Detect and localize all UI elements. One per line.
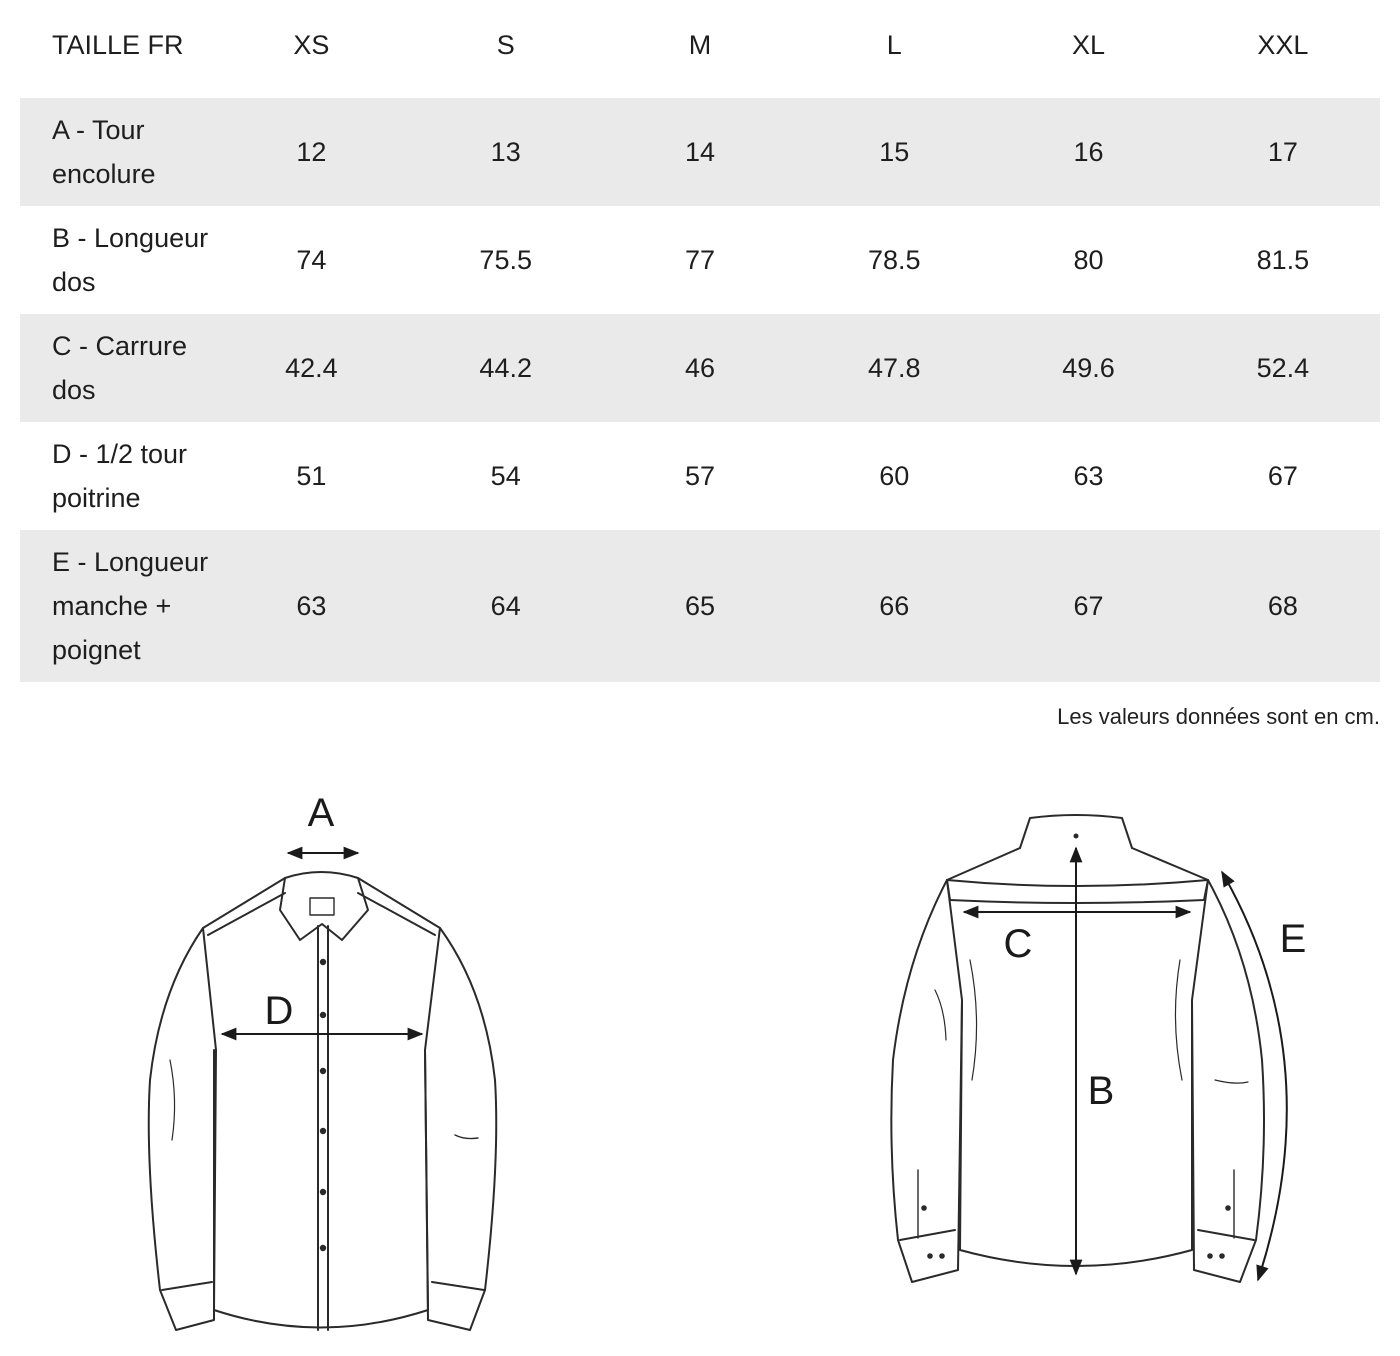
row-label bbox=[20, 530, 214, 682]
table-row bbox=[20, 98, 1380, 206]
cell-value: 13 bbox=[490, 136, 521, 167]
cell-value: 65 bbox=[684, 590, 715, 621]
cell-value: 44.2 bbox=[479, 352, 532, 383]
size-chart-table bbox=[20, 0, 1380, 682]
cell-value: 80 bbox=[1073, 244, 1104, 275]
cell-value: 49.6 bbox=[1062, 352, 1115, 383]
measure-b-label: B bbox=[1087, 1069, 1115, 1113]
front-shirt-illustration bbox=[149, 872, 497, 1330]
measure-c-label: C bbox=[1003, 922, 1033, 966]
cell-value: 16 bbox=[1073, 136, 1104, 167]
table-row bbox=[20, 314, 1380, 422]
cell-value: 46 bbox=[684, 352, 715, 383]
row-label: B - Longueur dos bbox=[52, 223, 209, 297]
cell-value: 74 bbox=[296, 244, 327, 275]
header-size-s: S bbox=[496, 29, 515, 60]
row-label-line1: E - Longueur manche + bbox=[52, 547, 209, 621]
header-size-label: TAILLE FR bbox=[52, 29, 184, 60]
cell-value: 17 bbox=[1267, 136, 1298, 167]
cell-value: 60 bbox=[879, 460, 910, 491]
measure-a-label: A bbox=[307, 791, 335, 835]
cell-value: 14 bbox=[684, 136, 715, 167]
header-size-xl: XL bbox=[1072, 29, 1106, 60]
size-header-row bbox=[20, 0, 1380, 98]
cell-value: 66 bbox=[879, 590, 910, 621]
cell-value: 67 bbox=[1073, 590, 1104, 621]
cell-value: 78.5 bbox=[867, 244, 921, 275]
row-label: C - Carrure dos bbox=[52, 331, 188, 405]
cell-value: 77 bbox=[684, 244, 715, 275]
cell-value: 47.8 bbox=[867, 352, 921, 383]
cell-value: 15 bbox=[879, 136, 910, 167]
table-row bbox=[20, 206, 1380, 314]
measure-d-label: D bbox=[264, 989, 294, 1033]
cell-value: 54 bbox=[490, 460, 521, 491]
table-row bbox=[20, 422, 1380, 530]
cell-value: 68 bbox=[1267, 590, 1298, 621]
cell-value: 52.4 bbox=[1256, 352, 1310, 383]
table-row bbox=[20, 530, 1380, 682]
cell-value: 67 bbox=[1267, 460, 1298, 491]
front-buttons bbox=[320, 959, 326, 1251]
row-label-line2: poignet bbox=[52, 635, 141, 665]
row-label: A - Tour encolure bbox=[52, 115, 156, 189]
cell-value: 63 bbox=[1073, 460, 1104, 491]
header-size-xs: XS bbox=[293, 29, 330, 60]
header-size-xxl: XXL bbox=[1257, 29, 1309, 60]
cell-value: 51 bbox=[296, 460, 327, 491]
header-size-m: M bbox=[688, 29, 712, 60]
measure-e-label: E bbox=[1279, 917, 1307, 961]
row-label: D - 1/2 tour poitrine bbox=[52, 439, 188, 513]
cell-value: 75.5 bbox=[479, 244, 532, 275]
unit-note: Les valeurs données sont en cm. bbox=[1057, 704, 1380, 729]
shirt-measurement-diagram bbox=[0, 760, 1400, 1356]
cell-value: 12 bbox=[296, 136, 327, 167]
back-shirt-illustration bbox=[891, 815, 1264, 1282]
header-size-l: L bbox=[886, 29, 902, 60]
cell-value: 42.4 bbox=[285, 352, 338, 383]
cell-value: 63 bbox=[296, 590, 327, 621]
cell-value: 57 bbox=[684, 460, 715, 491]
cell-value: 81.5 bbox=[1256, 244, 1310, 275]
cell-value: 64 bbox=[490, 590, 521, 621]
